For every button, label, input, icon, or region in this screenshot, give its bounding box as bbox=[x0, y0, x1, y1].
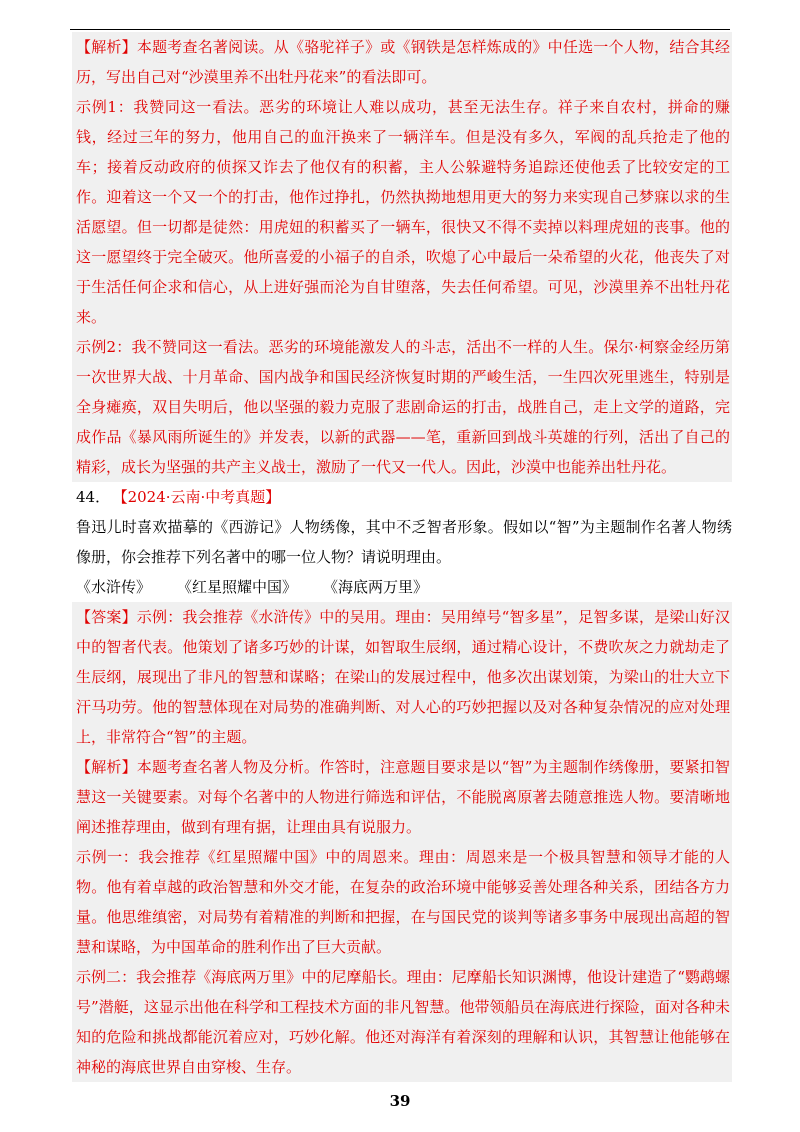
prev-analysis-example-1: 示例1：我赞同这一看法。恶劣的环境让人难以成功，甚至无法生存。祥子来自农村，拼命的赚钱，经过三年的努力，他用自己的血汗换来了一辆洋车。但是没有多久，军阀的乱兵抢走了他的车；接着反动政府的侦探又诈去了他仅有的积蓄，主人公躲避特务追踪还使他丢了比较安定的工作。迎着这一个又一个的打击，他作过挣扎，仍然执拗地想用更大的努力来实现自己梦寐以求的生活愿望。但一切都是徒然：用虎妞的积蓄买了一辆车，很快又不得不卖掉以料理虎妞的丧事。他的这一愿望终于完全破灭。他所喜爱的小福子的自杀，吹熄了心中最后一朵希望的火花，他丧失了对于生活任何企求和信心，从上进好强而沦为自甘堕落，失去任何希望。可见，沙漠里养不出牡丹花来。 bbox=[76, 98, 730, 326]
answer-analysis-block bbox=[72, 602, 732, 1082]
question-block bbox=[72, 482, 732, 602]
page-content bbox=[72, 32, 732, 1082]
answer-text: 【答案】示例：我会推荐《水浒传》中的吴用。理由：吴用绰号“智多星”，足智多谋，是梁山好汉中的智者代表。他策划了诸多巧妙的计谋，如智取生辰纲，通过精心设计，不费吹灰之力就劫走了生辰纲，展现出了非凡的智慧和谋略；在梁山的发展过程中，他多次出谋划策，为梁山的壮大立下汗马功劳。他的智慧体现在对局势的准确判断、对人心的巧妙把握以及对各种复杂情况的应对处理上，非常符合“智”的主题。 bbox=[76, 608, 730, 746]
page-number: 39 bbox=[389, 1092, 411, 1110]
prev-analysis-intro: 【解析】本题考查名著阅读。从《骆驼祥子》或《钢铁是怎样炼成的》中任选一个人物，结合其经历，写出自己对“沙漠里养不出牡丹花来”的看法即可。 bbox=[76, 38, 730, 86]
book-option-1: 《水浒传》 bbox=[76, 578, 152, 596]
analysis-example-1: 示例一：我会推荐《红星照耀中国》中的周恩来。理由：周恩来是一个极具智慧和领导才能的人物。他有着卓越的政治智慧和外交才能，在复杂的政治环境中能够妥善处理各种关系，团结各方力量。他思维缜密，对局势有着精准的判断和把握，在与国民党的谈判等诸多事务中展现出高超的智慧和谋略，为中国革命的胜利作出了巨大贡献。 bbox=[76, 848, 730, 956]
prev-analysis-example-2: 示例2：我不赞同这一看法。恶劣的环境能激发人的斗志，活出不一样的人生。保尔·柯察金经历第一次世界大战、十月革命、国内战争和国民经济恢复时期的严峻生活，一生四次死里逃生，特别是全身瘫痪，双目失明后，他以坚强的毅力克服了悲剧命运的打击，战胜自己，走上文学的道路，完成作品《暴风雨所诞生的》并发表，以新的武器——笔，重新回到战斗英雄的行列，活出了自己的精彩，成长为坚强的共产主义战士，激励了一代又一代人。因此，沙漠中也能养出牡丹花。 bbox=[76, 338, 730, 476]
prev-analysis-block bbox=[72, 32, 732, 482]
header-rule bbox=[70, 29, 730, 30]
book-option-3: 《海底两万里》 bbox=[323, 578, 429, 596]
question-number: 44． bbox=[76, 488, 111, 506]
question-source: 【2024·云南·中考真题】 bbox=[120, 488, 281, 506]
question-header bbox=[76, 482, 732, 512]
question-text: 鲁迅儿时喜欢描摹的《西游记》人物绣像，其中不乏智者形象。假如以“智”为主题制作名著人物绣像册，你会推荐下列名著中的哪一位人物？请说明理由。 bbox=[76, 518, 732, 566]
analysis-example-2: 示例二：我会推荐《海底两万里》中的尼摩船长。理由：尼摩船长知识渊博，他设计建造了“鹦鹉螺号”潜艇，这显示出他在科学和工程技术方面的非凡智慧。他带领船员在海底进行探险，面对各种未知的危险和挑战都能沉着应对，巧妙化解。他还对海洋有着深刻的理解和认识，其智慧让他能够在神秘的海底世界自由穿梭、生存。 bbox=[76, 968, 730, 1076]
book-options bbox=[76, 572, 732, 602]
book-option-2: 《红星照耀中国》 bbox=[177, 578, 298, 596]
analysis-intro: 【解析】本题考查名著人物及分析。作答时，注意题目要求是以“智”为主题制作绣像册，要紧扣智慧这一关键要素。对每个名著中的人物进行筛选和评估，不能脱离原著去随意推选人物。要清晰地阐述推荐理由，做到有理有据，让理由具有说服力。 bbox=[76, 758, 730, 836]
